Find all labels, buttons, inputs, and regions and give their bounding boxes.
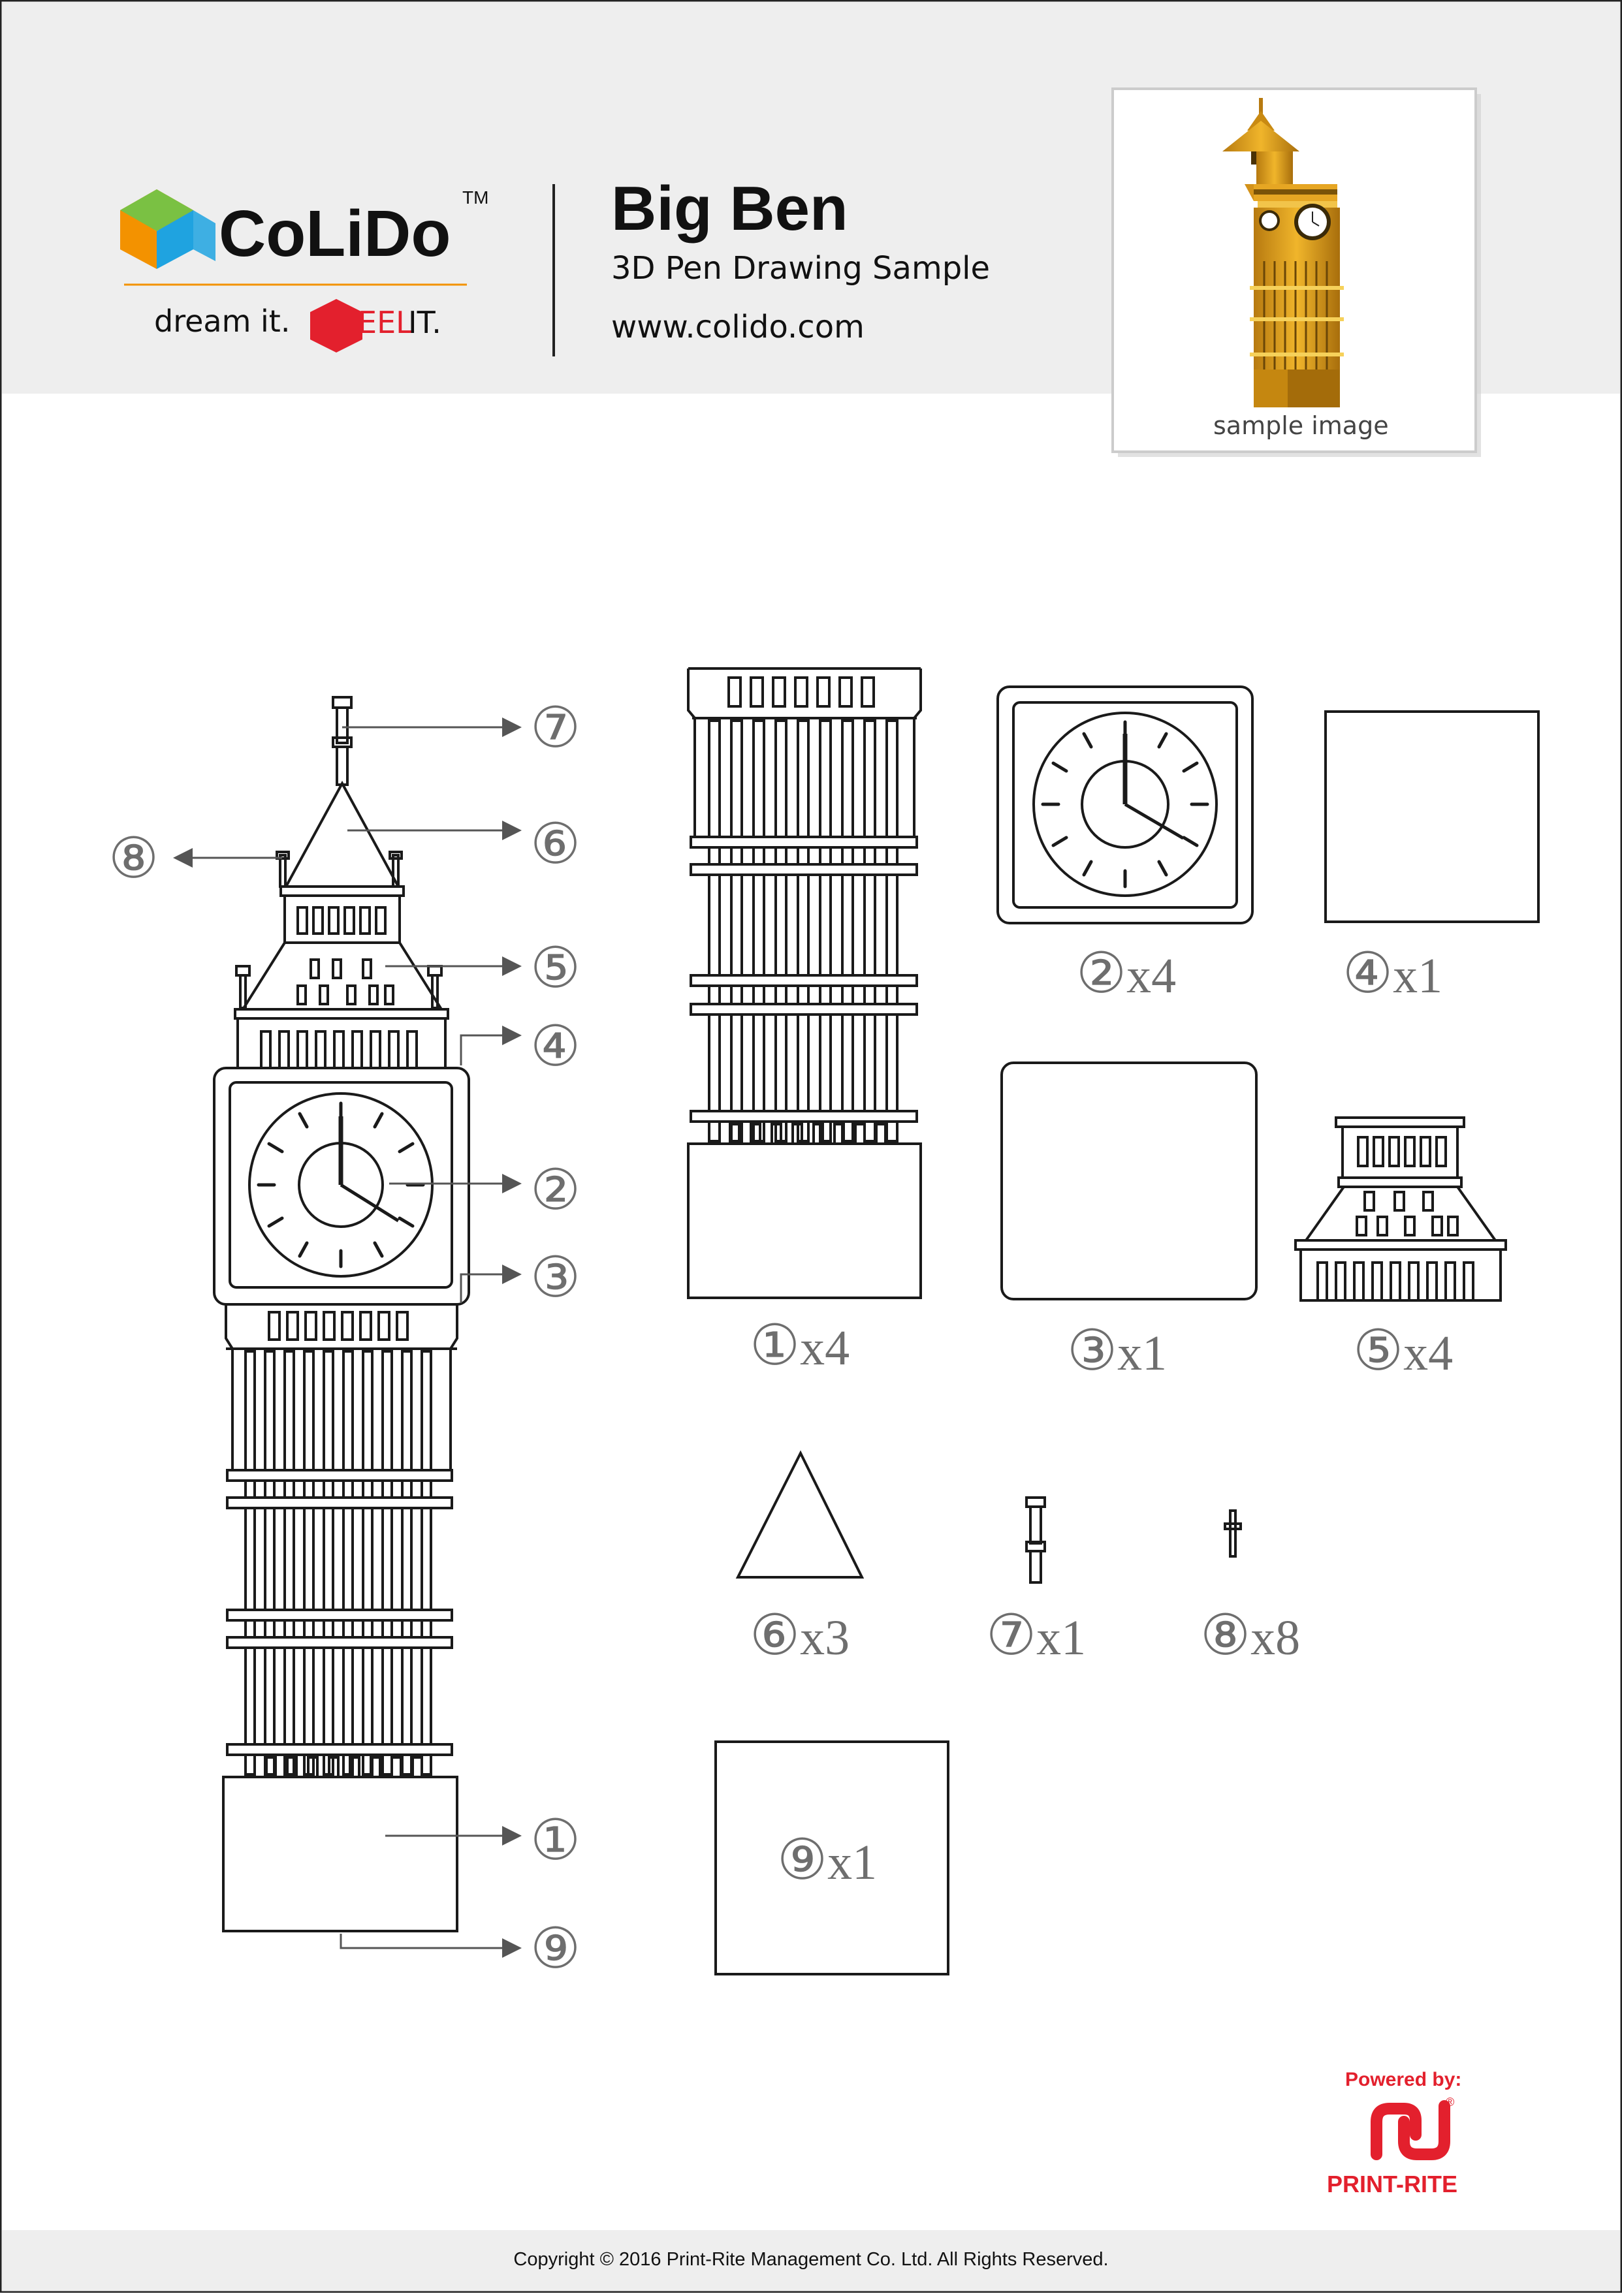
- part-3-label: ③x1: [1067, 1319, 1168, 1382]
- copyright-text: Copyright © 2016 Print-Rite Management Co. Ltd. All Rights Reserved.: [513, 2249, 1109, 2270]
- brand-logo-text: CoLiDo: [219, 197, 451, 270]
- callout-label-8: ⑧: [108, 827, 159, 890]
- tagline-feel: EEL: [358, 305, 413, 340]
- callout-label-9: ⑨: [530, 1917, 581, 1980]
- part-7-label: ⑦x1: [986, 1604, 1087, 1667]
- callout-label-5: ⑤: [530, 937, 581, 999]
- callout-label-2: ②: [530, 1159, 581, 1221]
- part-2-label: ②x4: [1076, 942, 1177, 1005]
- tagline-it: IT.: [408, 305, 441, 340]
- part-4-label: ④x1: [1343, 942, 1443, 1005]
- sample-image-card: [1113, 89, 1481, 457]
- website-link[interactable]: www.colido.com: [611, 309, 865, 345]
- part-6-label: ⑥x3: [750, 1604, 850, 1667]
- print-rite-wordmark: PRINT-RITE: [1327, 2171, 1458, 2197]
- page-subtitle: 3D Pen Drawing Sample: [611, 250, 991, 287]
- callout-label-6: ⑥: [530, 813, 581, 875]
- powered-by-label: Powered by:: [1345, 2069, 1462, 2090]
- part-8-label: ⑧x8: [1200, 1604, 1301, 1667]
- callout-label-7: ⑦: [530, 697, 581, 759]
- callout-label-4: ④: [530, 1015, 581, 1078]
- callout-label-1: ①: [530, 1809, 581, 1872]
- sample-image-caption: sample image: [1213, 411, 1389, 440]
- part-9-label: ⑨x1: [777, 1829, 878, 1891]
- part-5-label: ⑤x4: [1353, 1319, 1454, 1382]
- part-1-label: ①x4: [750, 1314, 850, 1377]
- page-title: Big Ben: [611, 174, 848, 244]
- tagline-dream: dream it.: [154, 304, 291, 339]
- registered-mark: ®: [1446, 2096, 1455, 2109]
- callout-label-3: ③: [530, 1246, 581, 1309]
- trademark-mark: TM: [462, 187, 489, 208]
